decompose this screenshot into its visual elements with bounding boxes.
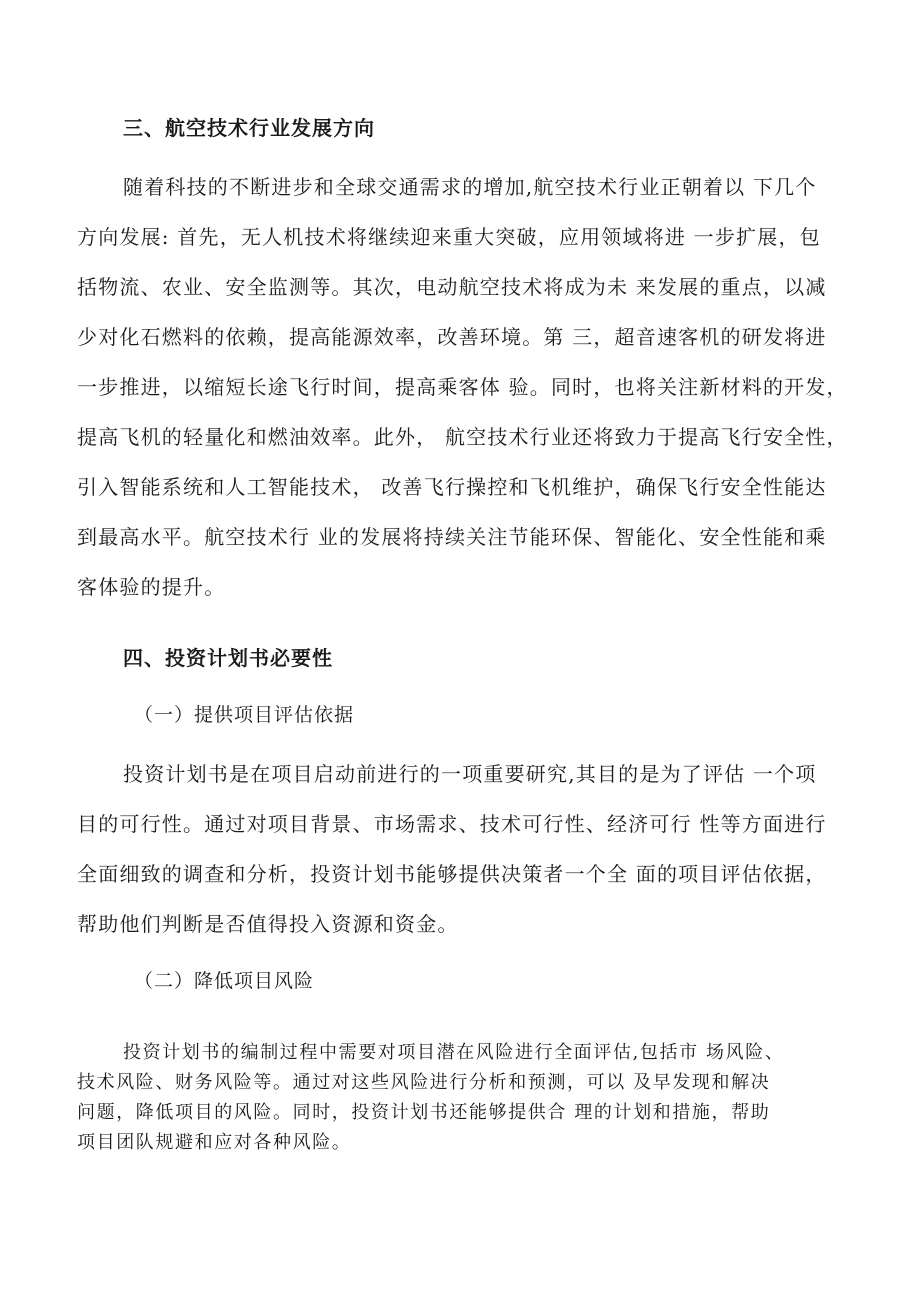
section-3-line: 括物流、农业、安全监测等。其次，电动航空技术将成为未 来发展的重点，以减 [77,275,827,299]
subsection-1-title: （一）提供项目评估依据 [134,704,355,726]
subsection-1-line: 目的可行性。通过对项目背景、市场需求、技术可行性、经济可行 性等方面进行 [77,812,827,836]
section-3-line: 客体验的提升。 [77,575,226,599]
section-3-line: 一步推进，以缩短长途飞行时间，提高乘客体 验。同时，也将关注新材料的开发， [77,375,848,399]
section-4-heading: 四、投资计划书必要性 [123,646,333,670]
section-3-heading: 三、航空技术行业发展方向 [123,116,375,140]
subsection-1-line: 帮助他们判断是否值得投入资源和资金。 [77,912,459,936]
subsection-2-line: 投资计划书的编制过程中需要对项目潜在风险进行全面评估,包括市 场风险、 [123,1042,785,1063]
section-3-line: 方向发展: 首先，无人机技术将继续迎来重大突破，应用领域将进 一步扩展，包 [77,225,821,249]
subsection-2-title: （二）降低项目风险 [134,970,315,992]
subsection-2-line: 技术风险、财务风险等。通过对这些风险进行分析和预测，可以 及早发现和解决 [77,1072,771,1093]
subsection-2-line: 项目团队规避和应对各种风险。 [77,1132,352,1153]
section-3-line: 少对化石燃料的依赖，提高能源效率，改善环境。第 三，超音速客机的研发将进 [77,325,827,349]
section-3-line: 引入智能系统和人工智能技术， 改善飞行操控和飞机维护，确保飞行安全性能达 [77,475,827,499]
subsection-1-line: 投资计划书是在项目启动前进行的一项重要研究,其目的是为了评估 一个项 [123,762,817,786]
section-3-line: 到最高水平。航空技术行 业的发展将持续关注节能环保、智能化、安全性能和乘 [77,525,827,549]
subsection-2-line: 问题，降低项目的风险。同时，投资计划书还能够提供合 理的计划和措施，帮助 [77,1102,771,1123]
section-3-line: 随着科技的不断进步和全球交通需求的增加,航空技术行业正朝着以 下几个 [123,175,817,199]
subsection-1-line: 全面细致的调查和分析，投资计划书能够提供决策者一个全 面的项目评估依据， [77,862,827,886]
section-3-line: 提高飞机的轻量化和燃油效率。此外， 航空技术行业还将致力于提高飞行安全性， [77,425,848,449]
